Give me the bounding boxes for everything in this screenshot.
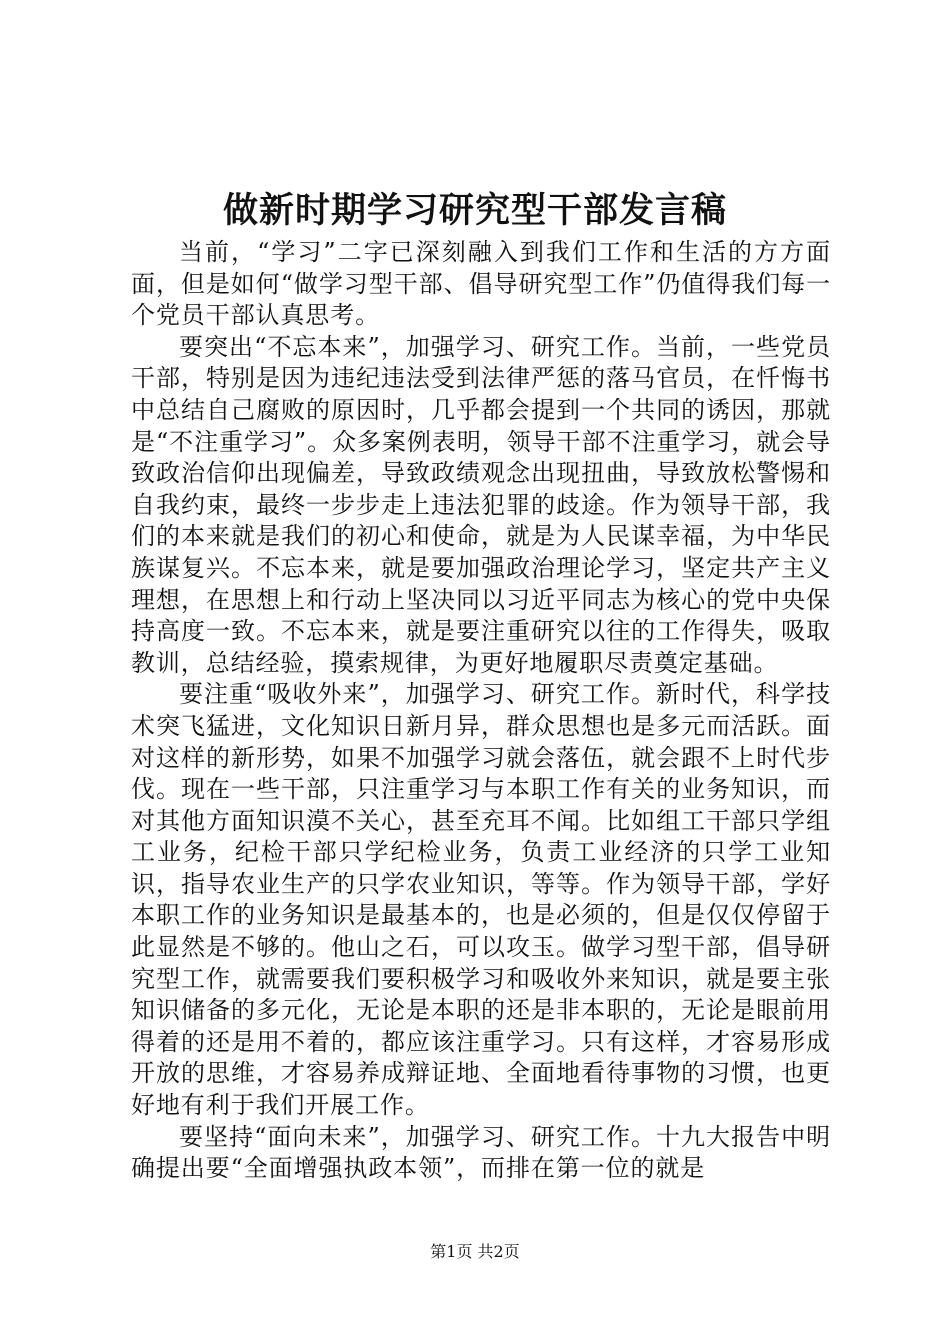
document-title: 做新时期学习研究型干部发言稿	[222, 190, 727, 231]
paragraph: 要坚持“面向未来”，加强学习、研究工作。十九大报告中明确提出要“全面增强执政本领”，而排在第一位的就是	[131, 1122, 831, 1183]
paragraph: 当前，“学习”二字已深刻融入到我们工作和生活的方方面面，但是如何“做学习型干部、倡导研究型工作”仍值得我们每一个党员干部认真思考。	[131, 238, 831, 330]
document-body	[131, 237, 831, 1185]
paragraph: 要注重“吸收外来”，加强学习、研究工作。新时代，科学技术突飞猛进，文化知识日新月异，群众思想也是多元而活跃。面对这样的新形势，如果不加强学习就会落伍，就会跟不上时代步伐。现在一些干部，只注重学习与本职工作有关的业务知识，而对其他方面知识漠不关心，甚至充耳不闻。比如组工干部只学组工业务，纪检干部只学纪检业务，负责工业经济的只学工业知识，指导农业生产的只学农业知识，等等。作为领导干部，学好本职工作的业务知识是最基本的，也是必须的，但是仅仅停留于此显然是不够的。他山之石，可以攻玉。做学习型干部，倡导研究型工作，就需要我们要积极学习和吸收外来知识，就是要主张知识储备的多元化，无论是本职的还是非本职的，无论是眼前用得着的还是用不着的，都应该注重学习。只有这样，才容易形成开放的思维，才容易养成辩证地、全面地看待事物的习惯，也更好地有利于我们开展工作。	[131, 680, 831, 1120]
paragraph: 要突出“不忘本来”，加强学习、研究工作。当前，一些党员干部，特别是因为违纪违法受到法律严惩的落马官员，在忏悔书中总结自己腐败的原因时，几乎都会提到一个共同的诱因，那就是“不注重学习”。众多案例表明，领导干部不注重学习，就会导致政治信仰出现偏差，导致政绩观念出现扭曲，导致放松警惕和自我约束，最终一步步走上违法犯罪的歧途。作为领导干部，我们的本来就是我们的初心和使命，就是为人民谋幸福，为中华民族谋复兴。不忘本来，就是要加强政治理论学习，坚定共产主义理想，在思想上和行动上坚决同以习近平同志为核心的党中央保持高度一致。不忘本来，就是要注重研究以往的工作得失，吸取教训，总结经验，摸索规律，为更好地履职尽责奠定基础。	[131, 332, 831, 677]
page-number-footer: 第1页 共2页	[430, 1242, 520, 1261]
